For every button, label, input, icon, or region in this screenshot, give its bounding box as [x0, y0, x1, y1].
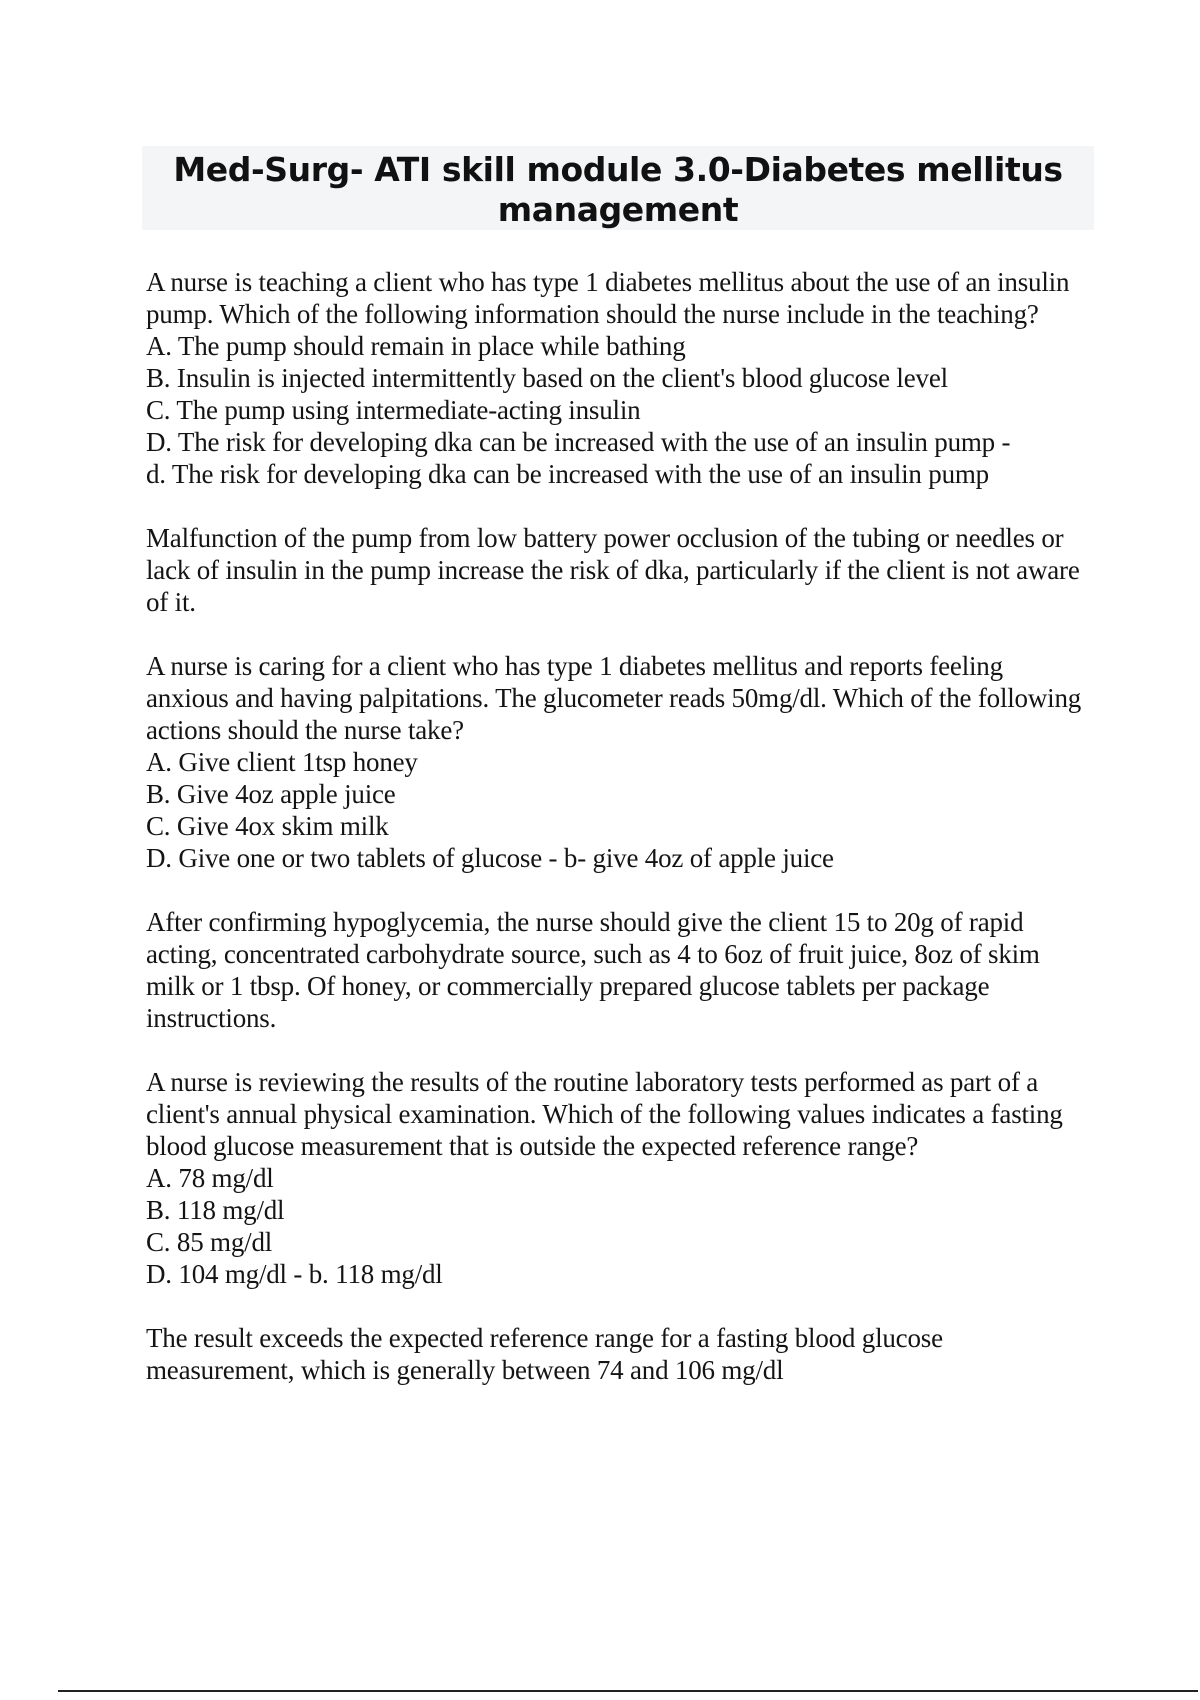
- title-banner: [142, 146, 1094, 230]
- answer-option: D. 104 mg/dl - b. 118 mg/dl: [146, 1259, 443, 1289]
- answer-option: C. 85 mg/dl: [146, 1227, 273, 1257]
- question-stem: A nurse is reviewing the results of the routine laboratory tests performed as part of a client's annual physical examination. Which of the following values indicates a fasting blood glucose measurement that is outside the expected reference range?: [146, 1067, 1063, 1161]
- rationale: Malfunction of the pump from low battery power occlusion of the tubing or needles or lack of insulin in the pump increase the risk of dka, particularly if the client is not aware of it.: [146, 523, 1080, 617]
- correct-answer: d. The risk for developing dka can be increased with the use of an insulin pump: [146, 459, 989, 489]
- answer-option: A. 78 mg/dl: [146, 1163, 274, 1193]
- answer-option: C. Give 4ox skim milk: [146, 811, 389, 841]
- question-stem: A nurse is teaching a client who has type 1 diabetes mellitus about the use of an insulin pump. Which of the following information should the nurse include in the teaching?: [146, 267, 1070, 329]
- spacer: [146, 874, 1092, 906]
- footer-divider: [58, 1690, 1198, 1692]
- question-stem: A nurse is caring for a client who has type 1 diabetes mellitus and reports feeling anxious and having palpitations. The glucometer reads 50mg/dl. Which of the following actions should the nurse take?: [146, 651, 1082, 745]
- answer-option: B. Insulin is injected intermittently based on the client's blood glucose level: [146, 363, 948, 393]
- answer-option: C. The pump using intermediate-acting insulin: [146, 395, 641, 425]
- spacer: [146, 490, 1092, 522]
- answer-option: D. Give one or two tablets of glucose - b- give 4oz of apple juice: [146, 843, 834, 873]
- answer-option: A. Give client 1tsp honey: [146, 747, 418, 777]
- answer-option: B. 118 mg/dl: [146, 1195, 285, 1225]
- spacer: [146, 1034, 1092, 1066]
- document-title-line-1: Med-Surg- ATI skill module 3.0-Diabetes mellitus: [173, 150, 1063, 189]
- document-title-line-2: management: [497, 190, 739, 229]
- rationale: After confirming hypoglycemia, the nurse should give the client 15 to 20g of rapid acting, concentrated carbohydrate source, such as 4 to 6oz of fruit juice, 8oz of skim milk or 1 tbsp. Of honey, or commercially prepared glucose tablets per package instructions.: [146, 907, 1040, 1033]
- document-body: [146, 266, 1092, 1386]
- spacer: [146, 1290, 1092, 1322]
- answer-option: D. The risk for developing dka can be increased with the use of an insulin pump -: [146, 427, 1011, 457]
- answer-option: A. The pump should remain in place while bathing: [146, 331, 686, 361]
- rationale: The result exceeds the expected reference range for a fasting blood glucose measurement, which is generally between 74 and 106 mg/dl: [146, 1323, 943, 1385]
- spacer: [146, 618, 1092, 650]
- answer-option: B. Give 4oz apple juice: [146, 779, 396, 809]
